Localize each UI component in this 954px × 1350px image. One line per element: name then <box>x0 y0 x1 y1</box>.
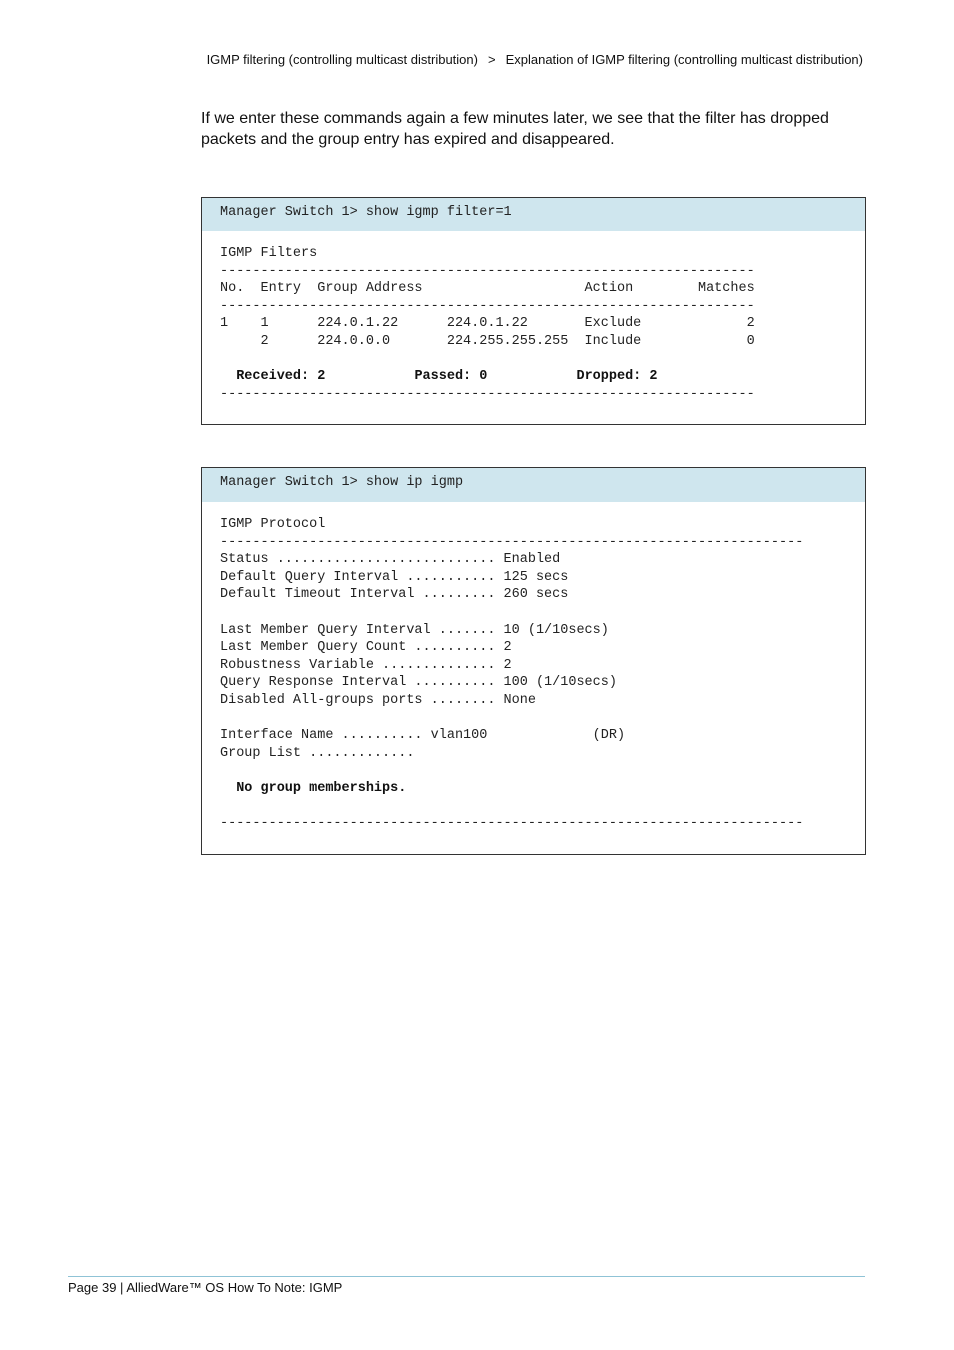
passed-count: Passed: 0 <box>414 369 577 385</box>
breadcrumb-separator: > <box>487 52 496 67</box>
filter-rule: ------------------------------------------------------------------ <box>220 386 755 402</box>
filter-output <box>202 231 865 403</box>
breadcrumb-page: Explanation of IGMP filtering (controlling multicast distribution) <box>505 52 863 67</box>
igmp-line: Default Timeout Interval ......... 260 secs <box>220 587 569 603</box>
igmp-line: Query Response Interval .......... 100 (1/10secs) <box>220 675 617 691</box>
filter-rule: ------------------------------------------------------------------ <box>220 263 755 279</box>
received-count: Received: 2 <box>220 369 415 385</box>
filter-command-line: Manager Switch 1> show igmp filter=1 <box>202 198 865 231</box>
intro-paragraph: If we enter these commands again a few minutes later, we see that the filter has dropped packets and the group entry has expired and disappeared. <box>201 110 829 148</box>
igmp-output <box>202 502 865 833</box>
footer-divider <box>68 1276 865 1277</box>
ip-igmp-output-box <box>201 467 866 855</box>
igmp-line: Interface Name .......... vlan100 (DR) <box>220 728 626 744</box>
breadcrumb-section: IGMP filtering (controlling multicast distribution) <box>206 52 478 67</box>
igmp-rule: ------------------------------------------------------------------------ <box>220 816 804 832</box>
igmp-line: IGMP Protocol <box>220 517 326 532</box>
igmp-command-line: Manager Switch 1> show ip igmp <box>202 468 865 502</box>
no-group-memberships: No group memberships. <box>220 780 407 796</box>
igmp-line: Robustness Variable .............. 2 <box>220 657 512 673</box>
filter-table-row: 2 224.0.0.0 224.255.255.255 Include 0 <box>220 333 755 349</box>
igmp-line: Last Member Query Count .......... 2 <box>220 640 512 656</box>
igmp-line: Default Query Interval ........... 125 secs <box>220 569 569 585</box>
filter-line: IGMP Filters <box>220 246 318 261</box>
breadcrumb <box>207 52 863 67</box>
dropped-count: Dropped: 2 <box>576 369 658 385</box>
igmp-line: Last Member Query Interval ....... 10 (1/10secs) <box>220 622 609 638</box>
igmp-rule: ------------------------------------------------------------------------ <box>220 534 804 550</box>
igmp-filter-output-box <box>201 197 866 425</box>
igmp-line: Disabled All-groups ports ........ None <box>220 692 536 708</box>
page-footer: Page 39 | AlliedWare™ OS How To Note: IGMP <box>68 1280 343 1295</box>
filter-rule: ------------------------------------------------------------------ <box>220 298 755 314</box>
filter-table-header: No. Entry Group Address Action Matches <box>220 281 755 297</box>
filter-table-row: 1 1 224.0.1.22 224.0.1.22 Exclude 2 <box>220 316 755 332</box>
igmp-line: Status ........................... Enabled <box>220 552 561 568</box>
igmp-line: Group List ............. <box>220 745 415 761</box>
